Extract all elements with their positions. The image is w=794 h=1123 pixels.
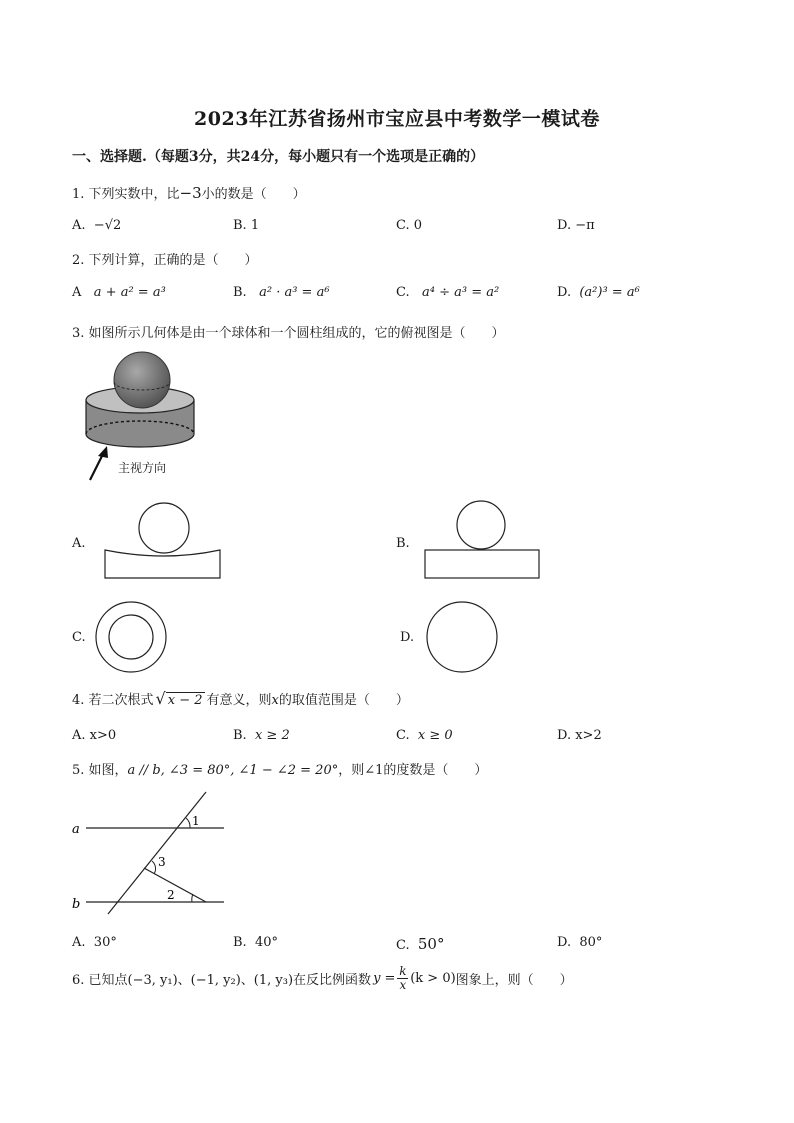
question-5-option-d[interactable]: D. 80° xyxy=(557,935,603,950)
angle-3-label: 3 xyxy=(158,855,166,869)
option-c-figure xyxy=(92,600,172,676)
question-1-option-d[interactable]: D. −π xyxy=(557,218,595,233)
question-2-option-c[interactable]: C. a⁴ ÷ a³ = a² xyxy=(396,285,500,300)
option-a-figure xyxy=(100,502,224,582)
question-5-stem: 5. 如图，a // b, ∠3 = 80°, ∠1 − ∠2 = 20°，则∠1的度数是（ ） xyxy=(72,763,488,778)
question-2-stem: 2. 下列计算，正确的是（ ） xyxy=(72,253,258,268)
section-heading: 一、选择题.（每题3分，共24分，每小题只有一个选项是正确的） xyxy=(72,149,485,165)
transversal-line xyxy=(108,792,206,914)
question-4-option-d[interactable]: D. x>2 xyxy=(557,728,602,743)
question-2-option-a[interactable]: A a + a² = a³ xyxy=(72,285,166,300)
slanted-segment xyxy=(144,868,206,902)
question-5-option-a[interactable]: A. 30° xyxy=(72,935,117,950)
question-4-option-c[interactable]: C. x ≥ 0 xyxy=(396,728,453,743)
question-2-option-b[interactable]: B. a² · a³ = a⁶ xyxy=(233,285,330,300)
question-3-option-d-label[interactable]: D. xyxy=(400,630,415,645)
question-3-option-a-label[interactable]: A. xyxy=(72,536,86,551)
option-b-figure xyxy=(420,500,544,582)
question-5-option-b[interactable]: B. 40° xyxy=(233,935,278,950)
question-4-option-a[interactable]: A. x>0 xyxy=(72,728,117,743)
angle-1-label: 1 xyxy=(192,814,200,828)
question-4-stem: 4. 若二次根式 √ x − 2 有意义，则x的取值范围是（ ） xyxy=(72,689,409,708)
page-title: 2023年江苏省扬州市宝应县中考数学一模试卷 xyxy=(194,108,600,130)
question-5-option-c[interactable]: C. 50° xyxy=(396,935,445,953)
question-3-option-b-label[interactable]: B. xyxy=(396,536,410,551)
parallel-lines-figure xyxy=(66,788,236,916)
question-4-option-b[interactable]: B. x ≥ 2 xyxy=(233,728,290,743)
question-3-option-c-label[interactable]: C. xyxy=(72,630,86,645)
label-b: b xyxy=(72,897,81,912)
fraction-k-over-x: $\frac{k}{x}$ xyxy=(399,964,407,992)
radical-expression: √ x − 2 xyxy=(155,689,203,708)
option-d-figure xyxy=(424,600,504,676)
question-1-option-b[interactable]: B. 1 xyxy=(233,218,260,233)
question-6-stem: 6. 已知点 (−3, y₁)、(−1, y₂)、(1, y₃) 在反比例函数 y = $\frac{k}{x}$ (k > 0) 图象上，则（ ） xyxy=(72,964,573,992)
angle-2-label: 2 xyxy=(167,888,175,902)
question-1-stem: 1. 下列实数中，比−3小的数是（ ） xyxy=(72,184,306,202)
question-2-option-d[interactable]: D. (a²)³ = a⁶ xyxy=(557,285,640,300)
view-direction-label: 主视方向 xyxy=(118,461,167,475)
question-3-stem: 3. 如图所示几何体是由一个球体和一个圆柱组成的，它的俯视图是（ ） xyxy=(72,326,505,341)
question-1-option-a[interactable]: A. −√2 xyxy=(72,218,122,233)
label-a: a xyxy=(72,822,80,837)
sphere xyxy=(114,352,170,408)
question-1-option-c[interactable]: C. 0 xyxy=(396,218,423,233)
